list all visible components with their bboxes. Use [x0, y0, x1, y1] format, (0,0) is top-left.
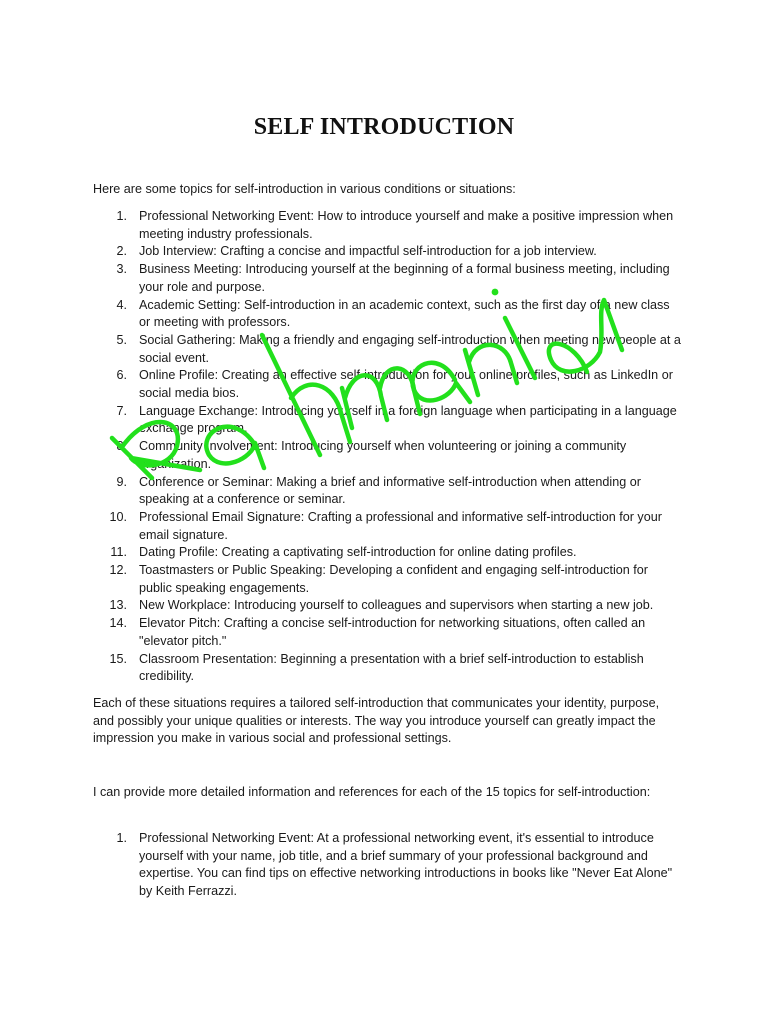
list-item [93, 509, 683, 544]
topics-list [93, 208, 683, 686]
list-item [93, 615, 683, 650]
list-number: 6. [116, 368, 127, 383]
page-title: SELF INTRODUCTION [253, 114, 515, 140]
list-number: 2. [116, 244, 127, 259]
list-number: 4. [116, 297, 127, 312]
list-number: 1. [116, 831, 127, 845]
list-text: Community Involvement: Introducing yourself when volunteering or joining a community organization. [139, 439, 627, 471]
list-item [93, 208, 683, 243]
list-text: Online Profile: Creating an effective self-introduction for your online profiles, such as LinkedIn or social media bios. [139, 368, 673, 401]
list-number: 15. [109, 651, 127, 666]
list-text: Professional Networking Event: At a professional networking event, it's essential to introduce yourself with your name, job title, and a brief summary of your professional background and expertise. You can find tips on effective networking introductions in books like "Never Eat Alone" by Keith Ferrazzi. [139, 831, 673, 899]
list-text: Classroom Presentation: Beginning a presentation with a brief self-introduction to establish credibility. [139, 651, 644, 684]
list-text: Elevator Pitch: Crafting a concise self-introduction for networking situations, often called an "elevator pitch." [139, 616, 646, 648]
list-item [93, 597, 683, 615]
list-number: 1. [116, 209, 127, 223]
list-number: 7. [116, 403, 127, 418]
list-number: 10. [109, 509, 127, 524]
more-info-paragraph: I can provide more detailed information and references for each of the 15 topics for self-introduction: [93, 785, 651, 799]
list-item [93, 332, 683, 367]
list-text: Conference or Seminar: Making a brief and informative self-introduction when attending or speaking at a conference or seminar. [139, 474, 641, 507]
list-text: New Workplace: Introducing yourself to colleagues and supervisors when starting a new job. [139, 598, 654, 613]
list-item [93, 403, 683, 438]
list-text: Language Exchange: Introducing yourself in a foreign language when participating in a language exchange program. [139, 403, 677, 436]
list-text: Professional Email Signature: Crafting a professional and informative self-introduction for your email signature. [139, 509, 662, 542]
list-number: 12. [109, 563, 127, 578]
list-item [93, 243, 683, 261]
list-text: Job Interview: Crafting a concise and impactful self-introduction for a job interview. [139, 244, 597, 259]
details-list [93, 830, 683, 901]
list-number: 13. [109, 598, 127, 613]
list-text: Toastmasters or Public Speaking: Developing a confident and engaging self-introduction for public speaking engagements. [139, 563, 648, 595]
list-item [93, 261, 683, 296]
list-number: 8. [116, 439, 127, 454]
list-item [93, 367, 683, 402]
list-text: Academic Setting: Self-introduction in an academic context, such as the first day of a new class or meeting with professors. [139, 297, 670, 330]
list-item [93, 830, 683, 901]
list-text: Dating Profile: Creating a captivating self-introduction for online dating profiles. [139, 545, 577, 560]
list-item [93, 562, 683, 597]
list-item [93, 651, 683, 686]
list-number: 5. [116, 332, 127, 347]
list-number: 9. [116, 474, 127, 489]
list-item [93, 544, 683, 562]
list-text: Professional Networking Event: How to introduce yourself and make a positive impression when meeting industry professionals. [139, 209, 674, 241]
list-text: Business Meeting: Introducing yourself at the beginning of a formal business meeting, including your role and purpose. [139, 262, 670, 294]
list-text: Social Gathering: Making a friendly and engaging self-introduction when meeting new people at a social event. [139, 332, 681, 365]
list-item [93, 438, 683, 473]
list-number: 3. [116, 262, 127, 277]
summary-paragraph: Each of these situations requires a tailored self-introduction that communicates your identity, purpose, and possibly your unique qualities or interests. The way you introduce yourself can greatly impact the impression you make in various social and professional settings. [93, 696, 660, 746]
list-number: 11. [110, 545, 127, 560]
list-item [93, 474, 683, 509]
intro-paragraph: Here are some topics for self-introduction in various conditions or situations: [93, 182, 516, 196]
list-number: 14. [109, 616, 127, 631]
list-item [93, 297, 683, 332]
